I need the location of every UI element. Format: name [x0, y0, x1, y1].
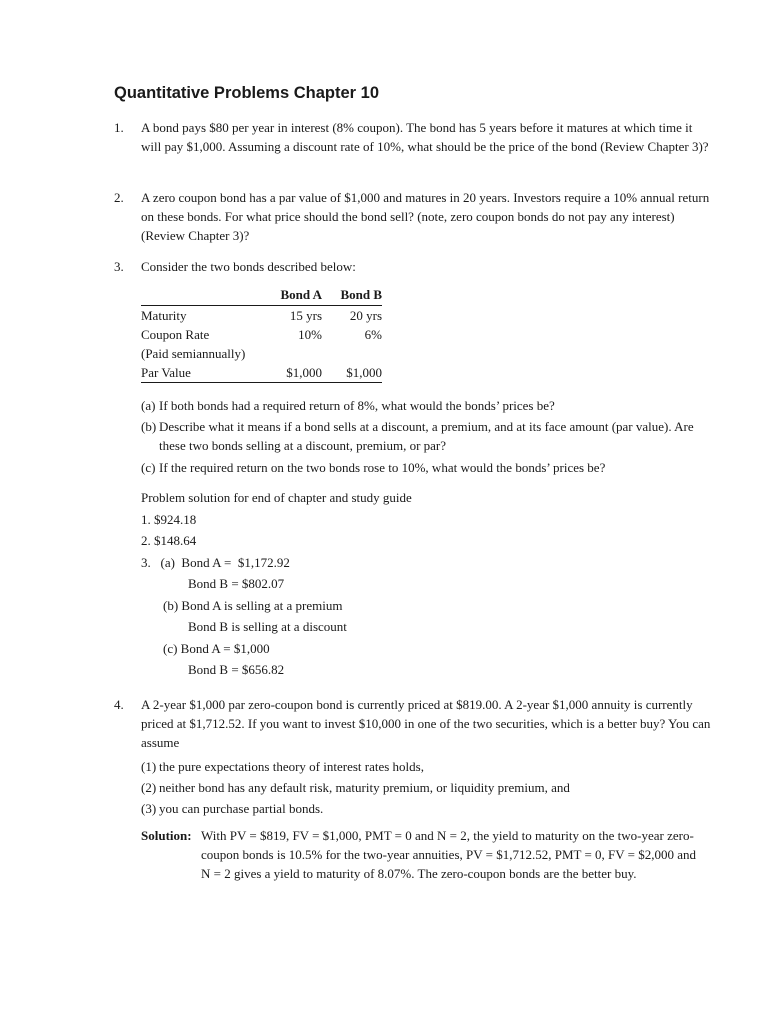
table-cell: Par Value [141, 363, 277, 383]
table-row [141, 344, 382, 363]
part-label: (c) [141, 460, 156, 475]
question-text: A bond pays $80 per year in interest (8% coupon). The bond has 5 years before it matures at which time it will pay $1,000. Assuming a discount rate of 10%, what should be the price of the bond (Review Chapter 3)? [141, 120, 709, 154]
solution-line: 3. (a) Bond A = $1,172.92 [141, 554, 290, 570]
table-header [141, 285, 277, 306]
solution-line: 1. $924.18 [141, 511, 197, 527]
part-text: Describe what it means if a bond sells at a discount, a premium, and at its face amount (par value). Are these two bonds selling at a discount, premium, or par? [159, 419, 694, 453]
solution-text: Bond B is selling at a discount [188, 619, 347, 634]
solution-line [141, 574, 412, 596]
part-label: (a) [141, 398, 156, 413]
table-header: Bond A [277, 285, 322, 306]
assumption-label: (3) [141, 801, 157, 816]
solution-text: (c) Bond A = $1,000 [163, 640, 270, 656]
solution-label: Solution: [141, 828, 192, 843]
question-1 [114, 118, 714, 156]
solutions-block [141, 488, 412, 682]
assumption-text: you can purchase partial bonds. [159, 801, 324, 816]
question-3-part-b [141, 417, 721, 455]
question-4-solution [141, 826, 701, 883]
solution-line [141, 660, 412, 682]
question-text: A 2-year $1,000 par zero-coupon bond is currently priced at $819.00. A 2-year $1,000 annuity is currently priced at $1,712.52. If you want to invest $10,000 in one of the two securities, which is a better buy? You can assume [141, 697, 711, 750]
assumption-1 [141, 757, 721, 776]
question-3-part-c [141, 458, 721, 477]
assumption-label: (2) [141, 780, 157, 795]
solution-text: Bond B = $656.82 [188, 662, 285, 677]
question-number: 1. [114, 120, 124, 135]
solution-text: With PV = $819, FV = $1,000, PMT = 0 and N = 2, the yield to maturity on the two-year zero-coupon bonds is 10.5% for the two-year annuities, PV = $1,712.52, PMT = 0, FV = $2,000 and N = 2 gives a yield to maturity of 8.07%. The zero-coupon bonds are the better buy. [201, 828, 697, 881]
question-4 [114, 695, 714, 752]
solution-line: 2. $148.64 [141, 533, 197, 548]
solution-line [141, 596, 412, 618]
assumption-3 [141, 799, 721, 818]
table-header: Bond B [322, 285, 382, 306]
solutions-heading: Problem solution for end of chapter and study guide [141, 490, 412, 505]
question-2 [114, 188, 714, 245]
table-cell: (Paid semiannually) [141, 346, 246, 361]
assumption-text: the pure expectations theory of interest rates holds, [159, 759, 424, 774]
table-cell [277, 344, 322, 363]
solution-line [141, 617, 412, 639]
table-cell [322, 344, 382, 363]
page-title: Quantitative Problems Chapter 10 [114, 84, 379, 102]
part-label: (b) [141, 419, 157, 434]
table-cell: Maturity [141, 308, 187, 323]
table-cell: 10% [298, 327, 322, 342]
question-3 [114, 257, 714, 276]
question-3-part-a [141, 396, 721, 415]
question-number: 2. [114, 190, 124, 205]
table-cell: 20 yrs [349, 308, 382, 323]
assumption-2 [141, 778, 721, 797]
question-number: 3. [114, 259, 124, 274]
question-text: Consider the two bonds described below: [141, 259, 356, 274]
table-header-row [141, 285, 382, 306]
bond-table-wrapper [141, 285, 382, 383]
assumption-label: (1) [141, 759, 157, 774]
part-text: If both bonds had a required return of 8%, what would the bonds’ prices be? [159, 398, 555, 413]
table-row [141, 325, 382, 344]
table-row [141, 363, 382, 383]
solution-line [141, 639, 412, 661]
table-cell: $1,000 [277, 363, 322, 383]
question-number: 4. [114, 697, 124, 712]
table-cell: $1,000 [322, 363, 382, 383]
solution-text: Bond B = $802.07 [188, 576, 285, 591]
question-text: A zero coupon bond has a par value of $1,000 and matures in 20 years. Investors require a 10% annual return on these bonds. For what price should the bond sell? (note, zero coupon bonds do not pay any interest) (Review Chapter 3)? [141, 190, 710, 243]
solution-text: (b) Bond A is selling at a premium [163, 597, 343, 613]
bond-table [141, 285, 382, 383]
part-text: If the required return on the two bonds rose to 10%, what would the bonds’ prices be? [159, 460, 606, 475]
table-cell: 6% [364, 327, 382, 342]
table-row [141, 306, 382, 326]
assumption-text: neither bond has any default risk, maturity premium, or liquidity premium, and [159, 780, 570, 795]
table-cell: Coupon Rate [141, 327, 210, 342]
table-cell: 15 yrs [289, 308, 322, 323]
